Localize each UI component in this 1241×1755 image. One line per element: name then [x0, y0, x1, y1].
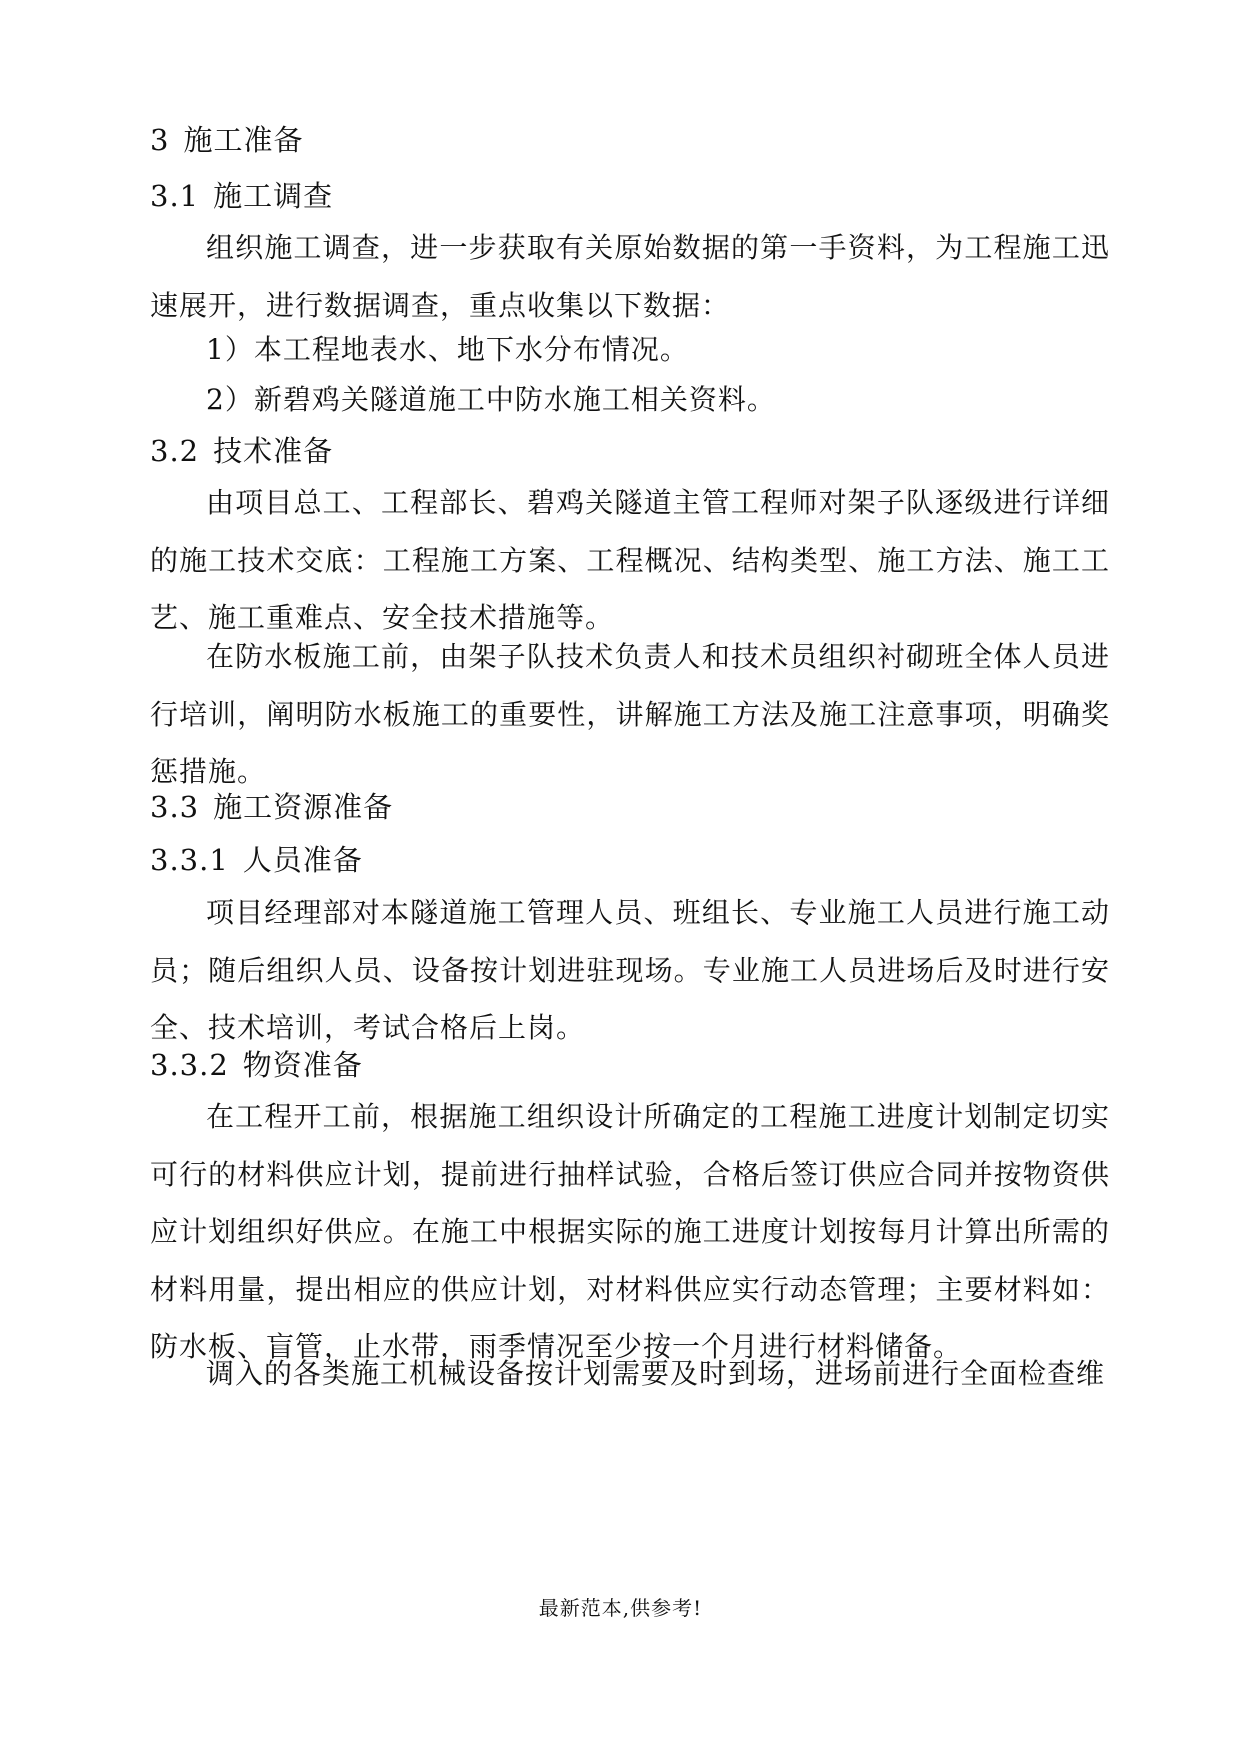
section-3-heading [150, 120, 303, 160]
section-number: 3.1 [150, 179, 200, 213]
material-paragraph-1: 在工程开工前，根据施工组织设计所确定的工程施工进度计划制定切实可行的材料供应计划，提前进行抽样试验，合格后签订供应合同并按物资供应计划组织好供应。在施工中根据实际的施工进度计划按每月计算出所需的材料用量，提出相应的供应计划，对材料供应实行动态管理；主要材料如：防水板、盲管，止水带，雨季情况至少按一个月进行材料储备。 [150, 1100, 1110, 1363]
section-3-1-heading [150, 176, 333, 216]
section-title: 技术准备 [213, 434, 334, 468]
section-3-3-1-heading [150, 840, 363, 880]
material-paragraph-2: 调入的各类施工机械设备按计划需要及时到场，进场前进行全面检查维 [206, 1357, 1106, 1390]
document-page [150, 0, 1110, 1755]
section-title: 施工准备 [183, 123, 304, 157]
staff-paragraph: 项目经理部对本隧道施工管理人员、班组长、专业施工人员进行施工动员；随后组织人员、设备按计划进驻现场。专业施工人员进场后及时进行安全、技术培训，考试合格后上岗。 [150, 896, 1110, 1044]
section-title: 施工调查 [213, 179, 334, 213]
tech-paragraph-2: 在防水板施工前，由架子队技术负责人和技术员组织衬砌班全体人员进行培训，阐明防水板施工的重要性，讲解施工方法及施工注意事项，明确奖惩措施。 [150, 640, 1110, 788]
page-footer: 最新范本,供参考! [538, 1596, 703, 1620]
section-3-2-heading [150, 431, 333, 471]
section-number: 3.2 [150, 434, 200, 468]
section-title: 人员准备 [242, 843, 363, 877]
tech-paragraph-1: 由项目总工、工程部长、碧鸡关隧道主管工程师对架子队逐级进行详细的施工技术交底：工程施工方案、工程概况、结构类型、施工方法、施工工艺、施工重难点、安全技术措施等。 [150, 486, 1110, 634]
section-number: 3 [150, 123, 170, 157]
section-number: 3.3.2 [150, 1048, 229, 1082]
section-title: 物资准备 [242, 1048, 363, 1082]
section-number: 3.3 [150, 790, 200, 824]
section-3-3-heading [150, 787, 393, 827]
survey-list-item-1: 1）本工程地表水、地下水分布情况。 [206, 333, 689, 366]
survey-intro-paragraph: 组织施工调查，进一步获取有关原始数据的第一手资料，为工程施工迅速展开，进行数据调查，重点收集以下数据： [150, 231, 1110, 322]
section-title: 施工资源准备 [213, 790, 394, 824]
section-number: 3.3.1 [150, 843, 229, 877]
section-3-3-2-heading [150, 1045, 363, 1085]
survey-list-item-2: 2）新碧鸡关隧道施工中防水施工相关资料。 [206, 383, 776, 416]
